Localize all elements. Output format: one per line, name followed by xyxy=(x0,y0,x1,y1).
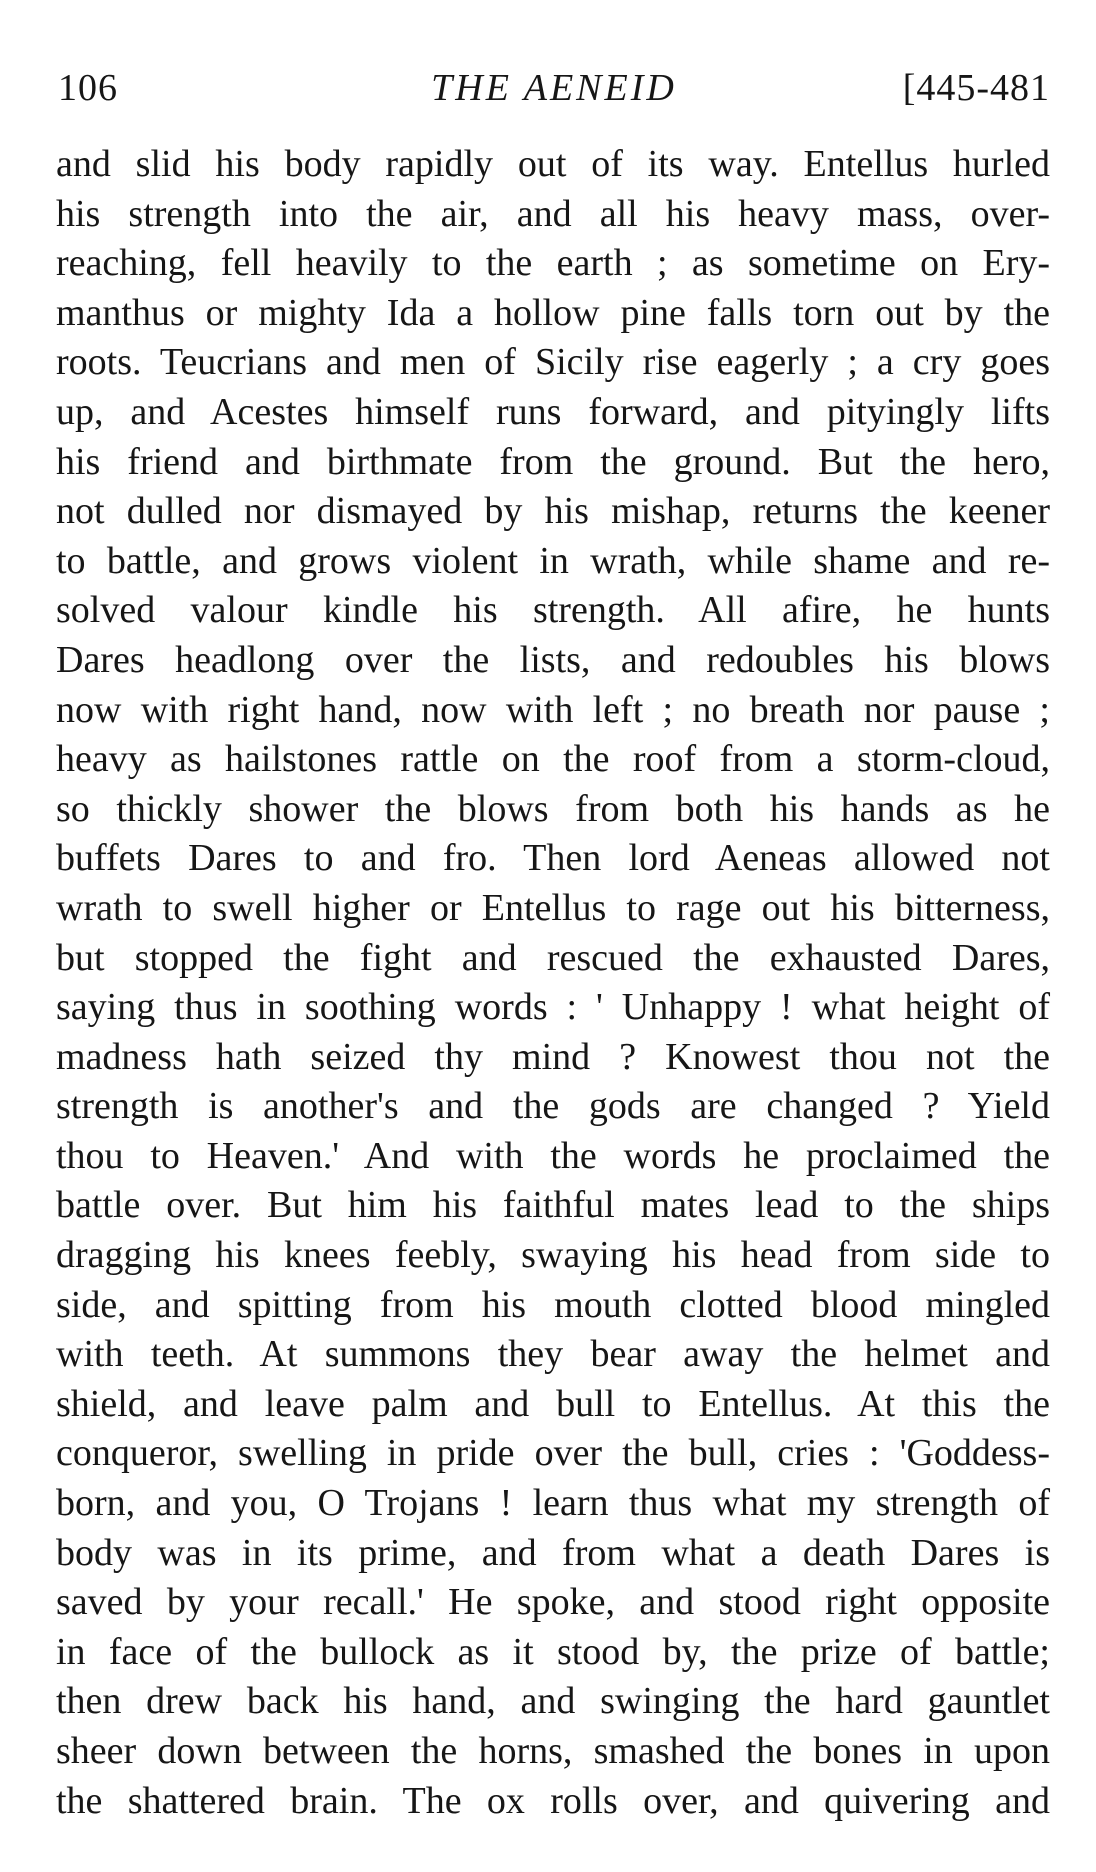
text-line: shield, and leave palm and bull to Entellus. At this the xyxy=(56,1382,1050,1425)
line-range: [445-481 xyxy=(902,67,1050,109)
text-line: side, and spitting from his mouth clotted blood mingled xyxy=(56,1283,1050,1326)
text-line: his friend and birthmate from the ground. But the hero, xyxy=(56,440,1050,483)
text-line: not dulled nor dismayed by his mishap, returns the keener xyxy=(56,490,1050,533)
text-line: up, and Acestes himself runs forward, and pityingly lifts xyxy=(56,390,1050,433)
text-line: wrath to swell higher or Entellus to rage out his bitterness, xyxy=(56,886,1050,929)
text-line: now with right hand, now with left ; no breath nor pause ; xyxy=(56,688,1050,731)
text-line: manthus or mighty Ida a hollow pine falls torn out by the xyxy=(56,291,1050,334)
text-line: reaching, fell heavily to the earth ; as sometime on Ery- xyxy=(56,242,1050,285)
book-title: THE AENEID xyxy=(431,67,677,109)
text-line: then drew back his hand, and swinging the hard gauntlet xyxy=(56,1680,1050,1723)
text-line: buffets Dares to and fro. Then lord Aeneas allowed not xyxy=(56,837,1050,880)
body-text xyxy=(56,140,1050,1826)
text-line: to battle, and grows violent in wrath, while shame and re- xyxy=(56,539,1050,582)
text-line: dragging his knees feebly, swaying his head from side to xyxy=(56,1234,1050,1277)
text-line: but stopped the fight and rescued the exhausted Dares, xyxy=(56,936,1050,979)
text-line: the shattered brain. The ox rolls over, and quivering and xyxy=(56,1779,1050,1822)
text-line: solved valour kindle his strength. All afire, he hunts xyxy=(56,589,1050,632)
text-line: and slid his body rapidly out of its way. Entellus hurled xyxy=(56,143,1050,185)
text-line: conqueror, swelling in pride over the bull, cries : 'Goddess- xyxy=(56,1432,1050,1475)
text-line: madness hath seized thy mind ? Knowest thou not the xyxy=(56,1035,1050,1078)
text-line: body was in its prime, and from what a death Dares is xyxy=(56,1531,1050,1574)
text-line: battle over. But him his faithful mates lead to the ships xyxy=(56,1184,1050,1227)
text-line: sheer down between the horns, smashed the bones in upon xyxy=(56,1730,1050,1772)
text-line: Dares headlong over the lists, and redoubles his blows xyxy=(56,638,1050,681)
text-line: with teeth. At summons they bear away the helmet and xyxy=(56,1333,1050,1376)
text-line: roots. Teucrians and men of Sicily rise eagerly ; a cry goes xyxy=(56,341,1050,384)
text-line: in face of the bullock as it stood by, the prize of battle; xyxy=(56,1630,1050,1673)
running-head xyxy=(58,64,1050,112)
text-line: born, and you, O Trojans ! learn thus what my strength of xyxy=(56,1482,1050,1525)
text-line: saying thus in soothing words : ' Unhappy ! what height of xyxy=(56,986,1050,1029)
text-line: saved by your recall.' He spoke, and stood right opposite xyxy=(56,1581,1050,1624)
text-line: strength is another's and the gods are changed ? Yield xyxy=(56,1085,1050,1128)
text-line: so thickly shower the blows from both his hands as he xyxy=(56,787,1050,830)
text-line: heavy as hailstones rattle on the roof from a storm-cloud, xyxy=(56,738,1050,781)
page-number: 106 xyxy=(58,67,118,109)
text-line: his strength into the air, and all his heavy mass, over- xyxy=(56,192,1050,235)
text-line: thou to Heaven.' And with the words he proclaimed the xyxy=(56,1134,1050,1177)
